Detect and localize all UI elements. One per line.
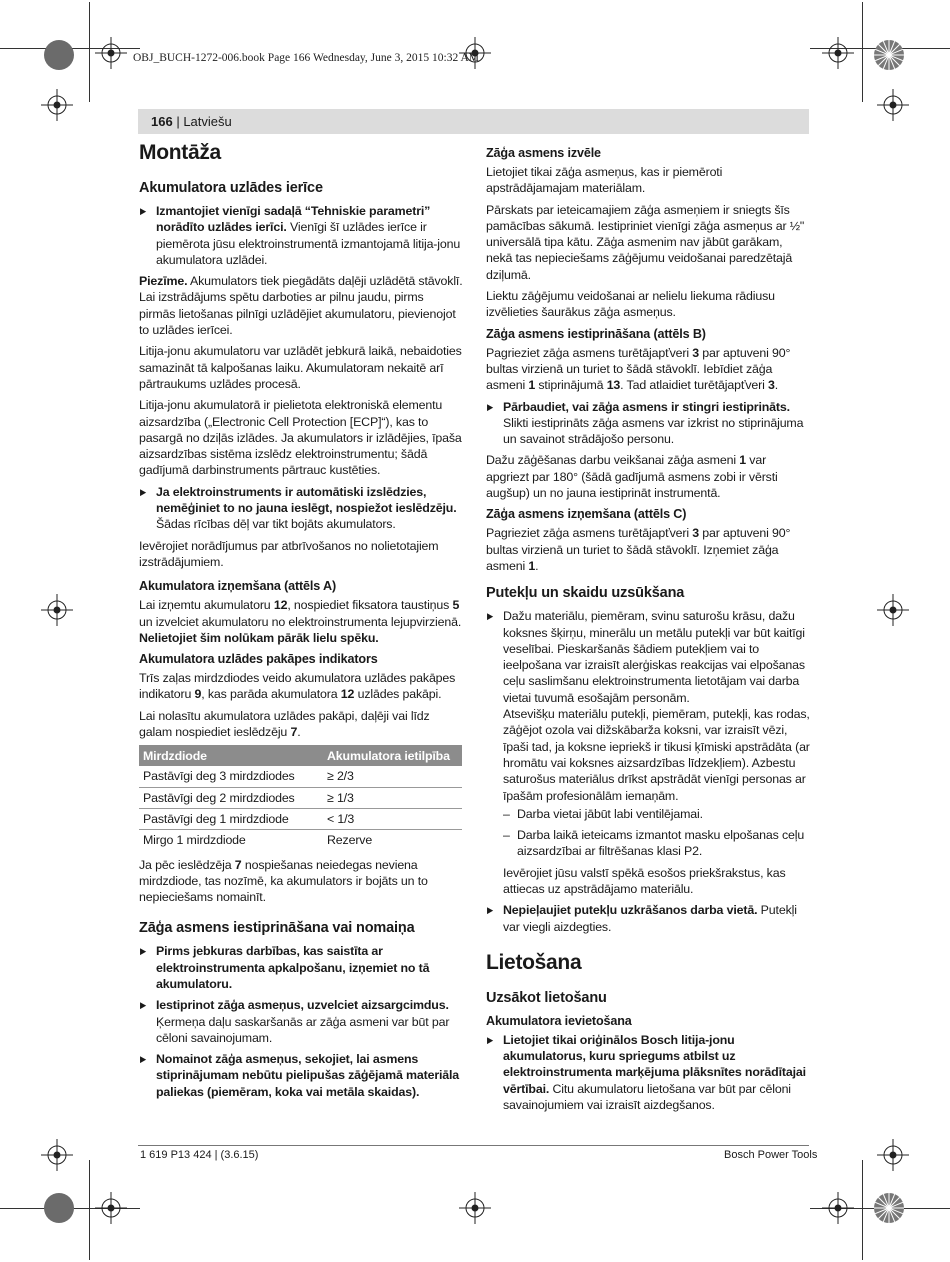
warning-bullet bbox=[486, 399, 810, 448]
header-language: Latviešu bbox=[183, 114, 232, 129]
page-header: 166 | Latviešu bbox=[151, 114, 232, 129]
warning-bullet bbox=[139, 943, 463, 992]
bullet-bold: Nepieļaujiet putekļu uzkrāšanos darba vietā. bbox=[503, 903, 758, 918]
star-target-mark bbox=[874, 1193, 904, 1223]
table-row bbox=[139, 766, 462, 787]
paragraph: Trīs zaļas mirdzdiodes veido akumulatora uzlādes pakāpes indikatoru 9, kas parāda akumulatora 12 uzlādes pakāpi. bbox=[139, 671, 456, 702]
table-cell: Pastāvīgi deg 3 mirdzdiodes bbox=[139, 766, 323, 787]
table-cell: Pastāvīgi deg 1 mirdzdiode bbox=[139, 808, 323, 829]
table-row bbox=[139, 830, 462, 851]
right-column bbox=[486, 143, 810, 1118]
paragraph: Dažu zāģēšanas darbu veikšanai zāģa asmeni 1 var apgriezt par 180° (šādā gadījumā asmens zobi ir vērsti augšup) un no jauna iestiprināt instrumentā. bbox=[486, 453, 778, 501]
table-header: Akumulatora ietilpība bbox=[323, 745, 462, 766]
paragraph: Atsevišķu materiālu putekļi, piemēram, putekļi, kas rodas, zāģējot ozola vai dižskābarža koksni, var izraisīt vēzi, īpaši tad, ja koksne iepriekš ir tikusi ķīmiski apstrādāta (ar hromātu vai koksnes aizsardzības līdzekļiem). Azbestu saturošus materiālus drīkst apstrādāt vienīgi personas ar īpašām profesionālām iemaņām. bbox=[503, 707, 810, 803]
bullet-bold: Izmantojiet vienīgi sadaļā “Tehniskie parametri” norādīto uzlādes ierīci. bbox=[156, 204, 431, 235]
section-title: Lietošana bbox=[486, 950, 582, 974]
subsection-heading: Zāģa asmens iestiprināšana (attēls B) bbox=[486, 326, 706, 341]
table-header: Mirdzdiode bbox=[139, 745, 323, 766]
bullet-bold: Iestiprinot zāģa asmeņus, uzvelciet aizsargcimdus. bbox=[156, 998, 449, 1013]
bullet-text: Ķermeņa daļu saskaršanās ar zāģa asmeni var būt par cēloni savainojumam. bbox=[156, 1014, 450, 1045]
footer-brand: Bosch Power Tools bbox=[724, 1149, 818, 1161]
bullet-text: Citu akumulatoru lietošana var būt par cēloni savainojumiem vai izraisīt aizdegšanos. bbox=[503, 1081, 791, 1113]
paragraph bbox=[139, 273, 463, 338]
crosshair-mark bbox=[95, 37, 127, 69]
table-cell: Pastāvīgi deg 2 mirdzdiodes bbox=[139, 787, 323, 808]
table-cell: < 1/3 bbox=[323, 808, 462, 829]
crosshair-mark bbox=[41, 594, 73, 626]
subsection-heading: Akumulatora uzlādes pakāpes indikators bbox=[139, 652, 378, 667]
paragraph: Ievērojiet norādījumus par atbrīvošanos no nolietotajiem izstrādājumiem. bbox=[139, 538, 439, 569]
star-target-mark bbox=[874, 40, 904, 70]
paragraph: Pagrieziet zāģa asmens turētājapťveri 3 par aptuveni 90° bultas virzienā un turiet to šādā stāvoklī. Izņemiet zāģa asmeni 1. bbox=[486, 526, 791, 573]
warning-bullet bbox=[139, 1051, 463, 1100]
warning-bullet bbox=[139, 484, 463, 533]
book-meta-line: OBJ_BUCH-1272-006.book Page 166 Wednesday, June 3, 2015 10:32 AM bbox=[133, 52, 479, 64]
crosshair-mark bbox=[877, 1139, 909, 1171]
bullet-text: Slikti iestiprināts zāģa asmens var izkrist no stiprinājuma un savainot strādājošo personu. bbox=[503, 415, 804, 447]
footer-rule bbox=[138, 1145, 809, 1146]
bullet-bold: Ja elektroinstruments ir automātiski izslēdzies, nemēģiniet to no jauna ieslēgt, nospiežot ieslēdzēju. bbox=[156, 484, 457, 516]
paragraph: Lai izņemtu akumulatoru 12, nospiediet fiksatora taustiņus 5 un izvelciet akumulatoru no elektroinstrumenta lejupvirzienā. Nelietojiet šim nolūkam pārāk lielu spēku. bbox=[139, 598, 462, 645]
crosshair-mark bbox=[41, 1139, 73, 1171]
subsection-heading: Zāģa asmens izņemšana (attēls C) bbox=[486, 507, 687, 522]
table-cell: Rezerve bbox=[327, 833, 373, 848]
paragraph: Lai nolasītu akumulatora uzlādes pakāpi, daļēji vai līdz galam nospiediet ieslēdzēju 7. bbox=[139, 708, 430, 740]
crosshair-mark bbox=[877, 594, 909, 626]
warning-bullet bbox=[139, 203, 463, 268]
crosshair-mark bbox=[877, 89, 909, 121]
section-title: Montāža bbox=[139, 141, 221, 164]
bullet-text: Vienīgi šī uzlādes ierīce ir piemērota jūsu elektroinstrumentā izmantojamā litija-jonu akumulatora uzlādei. bbox=[156, 220, 461, 267]
subsection-heading: Akumulatora izņemšana (attēls A) bbox=[139, 579, 336, 594]
subsection-heading: Zāģa asmens izvēle bbox=[486, 146, 601, 160]
table-row bbox=[139, 808, 462, 829]
crosshair-mark bbox=[822, 37, 854, 69]
note-label: Piezīme. bbox=[139, 274, 188, 289]
bullet-bold: Nomainot zāģa asmeņus, sekojiet, lai asmens stiprinājumam nebūtu pielipušas zāģējamā materiāla paliekas (piemēram, koka vai metāla skaidas). bbox=[156, 1052, 460, 1099]
paragraph: Pagrieziet zāģa asmens turētājapťveri 3 par aptuveni 90° bultas virzienā un turiet to šādā stāvoklī. Iebīdiet zāģa asmeni 1 stiprinājumā 13. Tad atlaidiet turētājapťveri 3. bbox=[486, 345, 791, 393]
crosshair-mark bbox=[459, 1192, 491, 1224]
warning-bullet: ▶ Dažu materiālu, piemēram, svinu saturošu krāsu, dažu koksnes šķirņu, minerālu un metālu putekļi var būt kaitīgi veselībai. Pieskaršanās šādiem putekļiem vai to ieelpošana var izraisīt alerģiskas reakcijas vai elpošanas ceļu saslimšanu elektroinstrumenta lietotājam vai darba vietai tuvumā esošajām personām. bbox=[486, 608, 810, 706]
gray-dot-mark bbox=[44, 1193, 74, 1223]
paragraph: Litija-jonu akumulatorā ir pielietota elektroniskā elementu aizsardzība („Electronic Cell Protection [ECP]“), kas to pasargā no dziļās izlādes. Ja akumulators ir izlādējies, īpaša aizsardzības sistēma izslēdz elektroinstrumentu; šādā gadījumā darbinstruments pārtrauc kustēties. bbox=[139, 398, 462, 478]
paragraph: Liektu zāģējumu veidošanai ar nelielu liekuma rādiusu izvēlieties šaurākus zāģa asmeņus. bbox=[486, 289, 775, 320]
bullet-bold: Lietojiet tikai oriģinālos Bosch litija-jonu akumulatorus, kuru spriegums atbilst uz elektroinstrumenta marķējuma plāksnītes norādītajai vērtībai. bbox=[503, 1032, 806, 1096]
bullet-text: Šādas rīcības dēļ var tikt bojāts akumulators. bbox=[156, 517, 396, 532]
section-heading: Akumulatora uzlādes ierīce bbox=[139, 180, 323, 196]
page-header-band bbox=[138, 109, 809, 134]
dash-item: – Darba vietai jābūt labi ventilējamai. bbox=[486, 806, 810, 822]
bullet-bold: Pirms jebkuras darbības, kas saistīta ar elektroinstrumenta apkalpošanu, izņemiet no tā akumulatoru. bbox=[156, 944, 430, 991]
gray-dot-mark bbox=[44, 40, 74, 70]
section-heading: Zāģa asmens iestiprināšana vai nomaiņa bbox=[139, 920, 415, 937]
footer-doc-number: 1 619 P13 424 | (3.6.15) bbox=[140, 1149, 259, 1161]
page-number: 166 bbox=[151, 114, 173, 129]
note-text: Akumulators tiek piegādāts daļēji uzlādētā stāvoklī. Lai izstrādājums spētu darboties ar pilnu jaudu, pirms pirmās lietošanas pilnīgi uzlādējiet akumulatoru, pievienojot to uzlādes ierīcei. bbox=[139, 274, 463, 338]
paragraph: Ja pēc ieslēdzēja 7 nospiešanas neiedegas neviena mirdzdiode, tas nozīmē, ka akumulators ir bojāts un to nepieciešams nomainīt. bbox=[139, 857, 428, 905]
bullet-text: Putekļi var viegli aizdegties. bbox=[503, 903, 797, 934]
bullet-bold: Pārbaudiet, vai zāģa asmens ir stingri iestiprināts. bbox=[503, 399, 790, 414]
section-heading: Putekļu un skaidu uzsūkšana bbox=[486, 585, 685, 602]
warning-bullet bbox=[486, 902, 810, 935]
crosshair-mark bbox=[41, 89, 73, 121]
table-header-row bbox=[139, 745, 462, 766]
crosshair-mark bbox=[822, 1192, 854, 1224]
paragraph: Pārskats par ieteicamajiem zāģa asmeņiem ir sniegts šīs pamācības sākumā. Iestipriniet vienīgi zāģa asmeņus ar ½" universālā tipa kātu. Zāģa asmenim nav jābūt garākam, nekā tas nepieciešams zāģējumu veidošanai paredzētajā dziļumā. bbox=[486, 202, 805, 282]
battery-indicator-table bbox=[139, 745, 462, 850]
warning-bullet bbox=[139, 997, 463, 1046]
table-cell: Mirgo 1 mirdzdiode bbox=[143, 833, 246, 848]
table-cell: ≥ 2/3 bbox=[323, 766, 462, 787]
table-row bbox=[139, 787, 462, 808]
dash-item: – Darba laikā ieteicams izmantot masku elpošanas ceļu aizsardzībai ar filtrēšanas klasi P2. bbox=[486, 827, 810, 860]
subsection-heading: Akumulatora ievietošana bbox=[486, 1013, 632, 1028]
warning-bullet bbox=[486, 1032, 810, 1113]
table-cell: ≥ 1/3 bbox=[323, 787, 462, 808]
paragraph: Lietojiet tikai zāģa asmeņus, kas ir piemēroti apstrādājamajam materiālam. bbox=[486, 165, 723, 196]
left-column bbox=[139, 141, 463, 1105]
paragraph: Ievērojiet jūsu valstī spēkā esošos priekšrakstus, kas attiecas uz apstrādājamo materiālu. bbox=[503, 865, 786, 896]
section-heading: Uzsākot lietošanu bbox=[486, 989, 607, 1006]
paragraph: Litija-jonu akumulatoru var uzlādēt jebkurā laikā, nebaidoties samazināt tā kalpošanas laiku. Akumulatoram nekaitē arī pārtraukums uzlādes procesā. bbox=[139, 344, 462, 391]
crosshair-mark bbox=[95, 1192, 127, 1224]
